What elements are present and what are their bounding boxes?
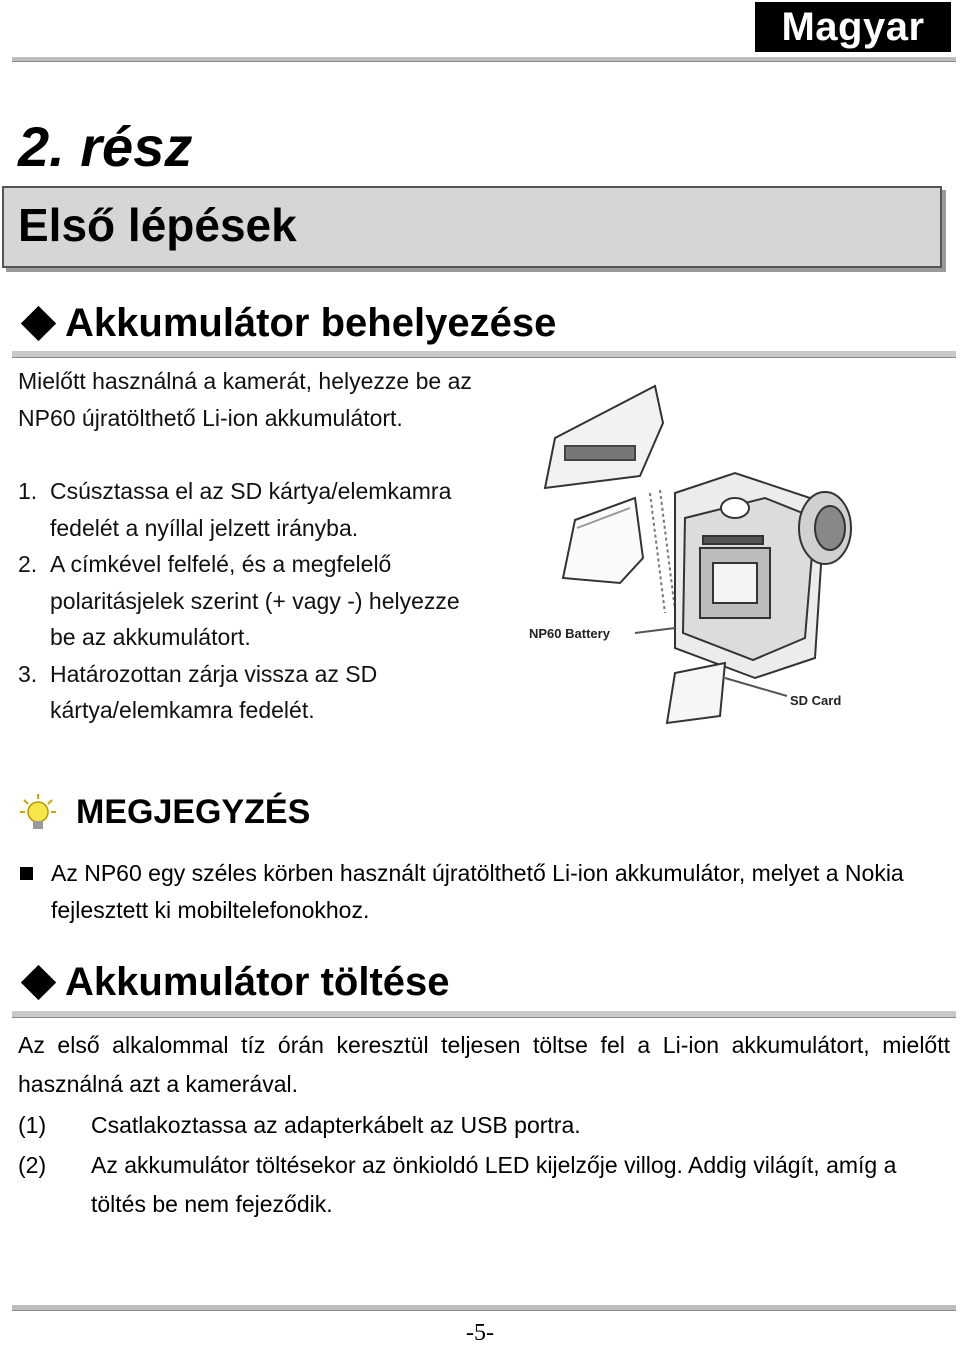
- section-title-box: [2, 186, 942, 268]
- step-number: 2.: [18, 551, 38, 577]
- charge-item-number: (2): [18, 1152, 47, 1178]
- note-bullet-text: Az NP60 egy széles körben használt újratölthető Li-ion akkumulátor, melyet a Nokia fejlesztett ki mobiltelefonokhoz.: [51, 860, 904, 923]
- install-step: [18, 473, 488, 546]
- battery-charge-heading: [18, 957, 450, 1007]
- lightbulb-icon: [18, 792, 58, 832]
- heading-rule: [12, 351, 956, 358]
- language-tab: [755, 2, 951, 52]
- note-bullet: [18, 855, 938, 929]
- install-steps: [18, 473, 488, 729]
- install-step: [18, 656, 488, 729]
- diamond-bullet-icon: [21, 964, 56, 999]
- charge-item: [18, 1106, 950, 1145]
- note-label: MEGJEGYZÉS: [76, 792, 311, 831]
- step-text: A címkével felfelé, és a megfelelő polaritásjelek szerint (+ vagy -) helyezze be az akkumulátort.: [50, 551, 460, 650]
- step-number: 1.: [18, 478, 38, 504]
- charge-item-number: (1): [18, 1112, 47, 1138]
- battery-install-intro: Mielőtt használná a kamerát, helyezze be az NP60 újratölthető Li-ion akkumulátort.: [18, 368, 472, 431]
- bottom-rule: [12, 1305, 956, 1311]
- heading-rule: [12, 1011, 956, 1018]
- charge-item: [18, 1146, 950, 1224]
- top-rule: [12, 57, 956, 62]
- battery-install-heading: [18, 298, 556, 348]
- section-title: Első lépések: [18, 199, 297, 251]
- battery-install-heading-text: Akkumulátor behelyezése: [65, 301, 557, 345]
- chapter-title: 2. rész: [18, 115, 193, 178]
- camera-battery-illustration: [525, 378, 957, 744]
- figure-label-card: SD Card: [790, 693, 842, 708]
- note-heading: [18, 787, 310, 837]
- language-label: Magyar: [781, 4, 925, 49]
- figure-label-battery: NP60 Battery: [529, 626, 610, 641]
- page-number: -5-: [466, 1320, 494, 1346]
- charge-paragraph: Az első alkalommal tíz órán keresztül teljesen töltse fel a Li-ion akkumulátort, mielőtt használná azt a kamerával.: [18, 1032, 950, 1097]
- charge-item-text: Csatlakoztassa az adapterkábelt az USB portra.: [91, 1112, 581, 1138]
- install-step: [18, 546, 488, 656]
- step-text: Csúsztassa el az SD kártya/elemkamra fedelét a nyíllal jelzett irányba.: [50, 478, 452, 541]
- step-number: 3.: [18, 660, 38, 687]
- battery-charge-heading-text: Akkumulátor töltése: [65, 960, 450, 1004]
- square-bullet-icon: [20, 867, 33, 880]
- step-text: Határozottan zárja vissza az SD kártya/elemkamra fedelét.: [50, 660, 378, 723]
- diamond-bullet-icon: [21, 305, 56, 340]
- charge-item-text: Az akkumulátor töltésekor az önkioldó LED kijelzője villog. Addig világít, amíg a töltés be nem fejeződik.: [91, 1152, 897, 1217]
